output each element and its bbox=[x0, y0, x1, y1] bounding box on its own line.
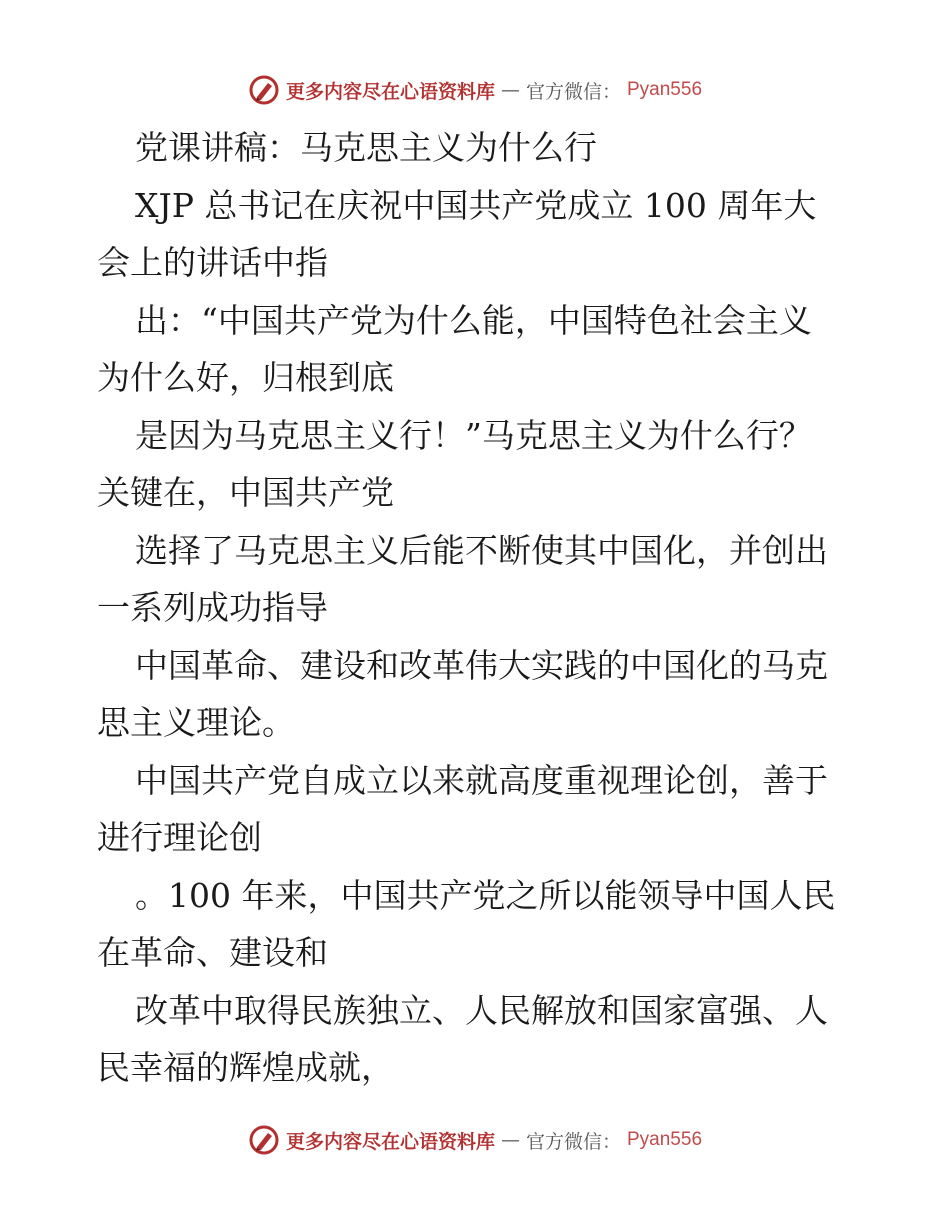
text-line: 。100 年来，中国共产党之所以能领导中国人民 bbox=[135, 875, 836, 915]
text-line: 思主义理论。 bbox=[97, 703, 295, 742]
document-title: 党课讲稿：马克思主义为什么行 bbox=[135, 128, 597, 167]
watermark-sub-text: 官方微信： bbox=[525, 1130, 621, 1153]
text-line: 在革命、建设和 bbox=[97, 933, 328, 972]
text-line: XJP 总书记在庆祝中国共产党成立 100 周年大 bbox=[135, 185, 817, 225]
text-line: 选择了马克思主义后能不断使其中国化，并创出 bbox=[135, 530, 828, 570]
text-line: 会上的讲话中指 bbox=[97, 243, 328, 282]
watermark-dash: — bbox=[500, 1129, 520, 1151]
watermark-dash: — bbox=[500, 79, 520, 101]
footer-watermark bbox=[0, 1122, 950, 1158]
document-body bbox=[97, 119, 857, 1097]
pen-logo-icon bbox=[248, 74, 280, 106]
text-line: 出：“中国共产党为什么能，中国特色社会主义 bbox=[135, 300, 812, 340]
text-line: 民幸福的辉煌成就， bbox=[97, 1048, 394, 1087]
text-line: 进行理论创 bbox=[97, 818, 262, 857]
watermark-sub-text: 官方微信： bbox=[525, 80, 621, 103]
text-line: 是因为马克思主义行！”马克思主义为什么行？ bbox=[135, 415, 812, 455]
text-line: 中国共产党自成立以来就高度重视理论创，善于 bbox=[135, 760, 828, 800]
header-watermark bbox=[0, 72, 950, 108]
text-line: 关键在，中国共产党 bbox=[97, 473, 394, 512]
text-line: 为什么好，归根到底 bbox=[97, 358, 394, 397]
watermark-main-text: 更多内容尽在心语资料库 bbox=[285, 1130, 495, 1153]
text-line: 一系列成功指导 bbox=[97, 588, 328, 627]
watermark-main-text: 更多内容尽在心语资料库 bbox=[285, 80, 495, 103]
watermark-wechat-id: Pyan556 bbox=[627, 79, 703, 100]
text-line: 改革中取得民族独立、人民解放和国家富强、人 bbox=[135, 990, 828, 1030]
watermark-wechat-id: Pyan556 bbox=[627, 1129, 703, 1150]
text-line: 中国革命、建设和改革伟大实践的中国化的马克 bbox=[135, 645, 828, 685]
pen-logo-icon bbox=[248, 1124, 280, 1156]
